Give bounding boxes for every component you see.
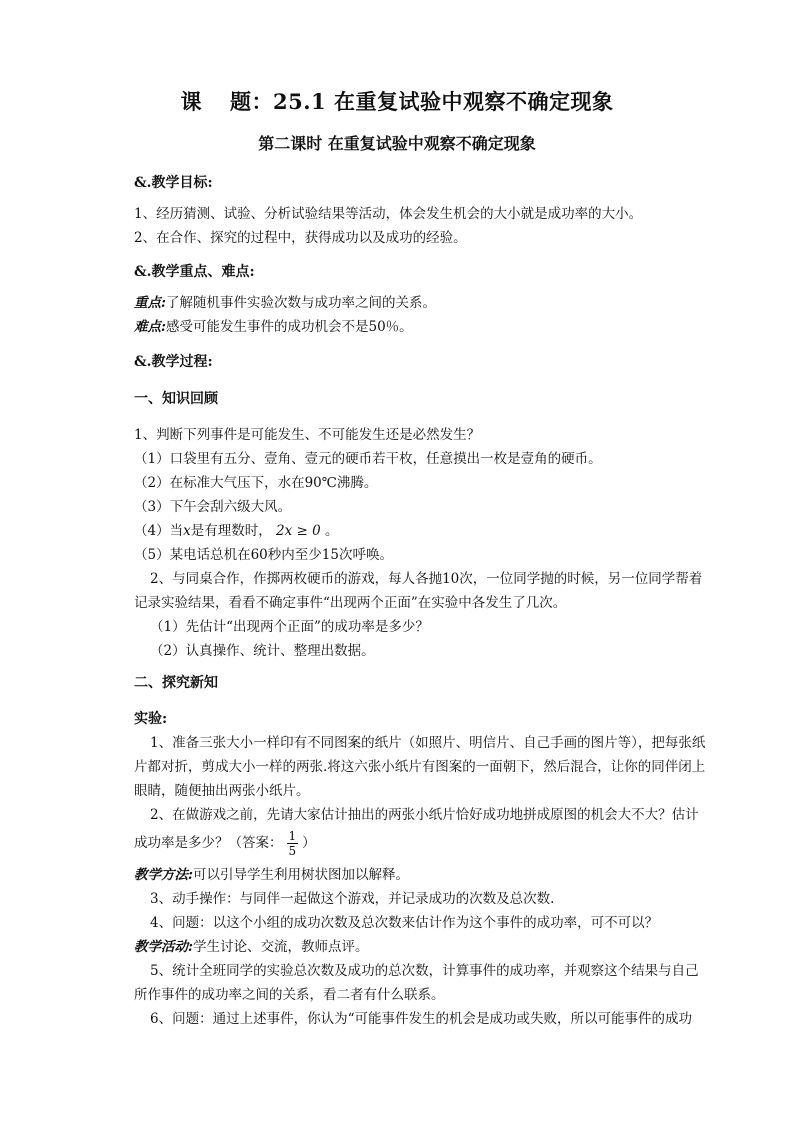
activity-text: 学生讨论、交流，教师点评。 xyxy=(192,939,369,955)
activity-label: 教学活动: xyxy=(134,939,193,955)
title-prefix: 课 xyxy=(180,89,203,114)
fraction-denominator: 5 xyxy=(288,844,297,858)
item4-end: 。 xyxy=(325,523,339,539)
review-item: （2）在标准大气压下，水在90℃沸腾。 xyxy=(134,475,378,491)
item4-pre: （4）当 xyxy=(134,523,184,539)
objective-item: 2、在合作、探究的过程中，获得成功以及成功的经验。 xyxy=(134,230,467,246)
review-item: （1）口袋里有五分、壹角、壹元的硬币若干枚，任意摸出一枚是壹角的硬币。 xyxy=(134,451,602,467)
explore-heading: 二、探究新知 xyxy=(134,675,218,691)
explore-para-1-cont: 眼睛，随便抽出两张小纸片。 xyxy=(134,783,310,799)
title-main: 题：25.1 在重复试验中观察不确定现象 xyxy=(230,89,614,114)
teaching-activity xyxy=(134,937,714,957)
difficulty-text: 感受可能发生事件的成功机会不是50％。 xyxy=(165,319,413,335)
review-sub-1: （1）先估计“出现两个正面”的成功率是多少？ xyxy=(150,619,429,635)
review-sub-2: （2）认真操作、统计、整理出数据。 xyxy=(150,643,375,659)
answer-end: ） xyxy=(302,835,316,851)
review-question-2: 2、与同桌合作，作掷两枚硬币的游戏，每人各抛10次，一位同学抛的时候，另一位同学帮着 xyxy=(150,571,703,587)
experiment-label: 实验: xyxy=(134,711,168,727)
explore-para-4: 4、问题：以这个小组的成功次数及总次数来估计作为这个事件的成功率，可不可以？ xyxy=(150,915,659,931)
key-label: 重点: xyxy=(134,295,166,311)
fraction-numerator: 1 xyxy=(288,829,297,843)
explore-para-2-cont xyxy=(134,829,714,858)
explore-para-3: 3、动手操作：与同伴一起做这个游戏，并记录成功的次数及总次数. xyxy=(150,891,555,907)
lesson-title xyxy=(0,86,794,116)
objective-item: 1、经历猜测、试验、分析试验结果等活动，体会发生机会的大小就是成功率的大小。 xyxy=(134,206,643,222)
answer-fraction xyxy=(287,829,299,858)
review-item: （3）下午会刮六级大风。 xyxy=(134,499,292,515)
process-heading: &.教学过程: xyxy=(134,354,213,370)
explore-para-5-cont: 所作事件的成功率之间的关系，看二者有什么联系。 xyxy=(134,987,445,1003)
answer-pre: 成功率是多少？（答案： xyxy=(134,835,283,851)
item4-var: x xyxy=(183,523,191,539)
explore-para-1-cont: 片都对折，剪成大小一样的两张.将这六张小纸片有图案的一面朝下，然后混合，让你的同伴闭上 xyxy=(134,759,706,775)
review-heading: 一、知识回顾 xyxy=(134,391,218,407)
item4-expr: 2x ≥ 0 xyxy=(276,523,321,539)
review-question-1: 1、判断下列事件是可能发生、不可能发生还是必然发生？ xyxy=(134,427,481,443)
review-item: （5）某电话总机在60秒内至少15次呼唤。 xyxy=(134,547,393,563)
explore-para-1: 1、准备三张大小一样印有不同图案的纸片（如照片、明信片、自己手画的图片等），把每张纸 xyxy=(150,735,706,751)
item4-mid: 是有理数时， xyxy=(190,523,272,539)
key-point xyxy=(134,293,714,313)
key-text: 了解随机事件实验次数与成功率之间的关系。 xyxy=(165,295,436,311)
objectives-heading: &.教学目标: xyxy=(134,175,213,191)
review-question-2-cont: 记录实验结果，看看不确定事件“出现两个正面”在实验中各发生了几次。 xyxy=(134,595,567,611)
review-item-4 xyxy=(134,521,714,541)
explore-para-5: 5、统计全班同学的实验总次数及成功的总次数，计算事件的成功率，并观察这个结果与自己 xyxy=(150,963,699,979)
method-text: 可以引导学生利用树状图加以解释。 xyxy=(192,867,409,883)
explore-para-6: 6、问题：通过上述事件，你认为“可能事件发生的机会是成功或失败，所以可能事件的成功 xyxy=(150,1011,692,1027)
method-label: 教学方法: xyxy=(134,867,193,883)
explore-para-2: 2、在做游戏之前，先请大家估计抽出的两张小纸片恰好成功地拼成原图的机会大不大？估计 xyxy=(150,807,699,823)
keypoints-heading: &.教学重点、难点: xyxy=(134,264,255,280)
difficulty-point xyxy=(134,317,714,337)
lesson-subtitle: 第二课时 在重复试验中观察不确定现象 xyxy=(258,134,536,153)
difficulty-label: 难点: xyxy=(134,319,166,335)
teaching-method xyxy=(134,865,714,885)
